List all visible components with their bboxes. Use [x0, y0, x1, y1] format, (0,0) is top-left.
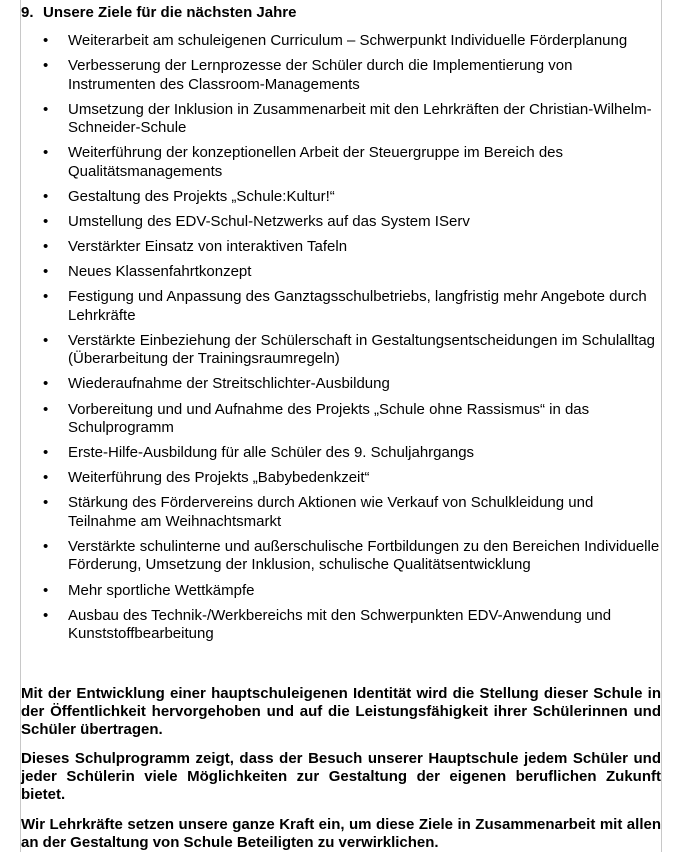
section-number: 9.	[21, 4, 34, 21]
list-item	[21, 57, 661, 94]
list-item-text: Stärkung des Fördervereins durch Aktionen wie Verkauf von Schulkleidung und Teilnahme am Weihnachtsmarkt	[68, 494, 594, 530]
list-item	[21, 582, 661, 601]
closing-paragraph-identity: Mit der Entwicklung einer hauptschuleigenen Identität wird die Stellung dieser Schule in der Öffentlichkeit hervorgehoben und auf die Leistungsfähigkeit ihrer Schülerinnen und Schüler übertragen.	[21, 685, 661, 738]
bullet-icon: •	[43, 238, 49, 256]
list-item-text: Weiterführung des Projekts „Babybedenkzeit“	[68, 469, 370, 487]
list-item-text: Festigung und Anpassung des Ganztagsschulbetriebs, langfristig mehr Angebote durch Lehrkräfte	[68, 288, 647, 324]
list-item-text: Umstellung des EDV-Schul-Netzwerks auf das System IServ	[68, 212, 470, 230]
bullet-icon: •	[43, 187, 49, 205]
closing-paragraph-teachers: Wir Lehrkräfte setzen unsere ganze Kraft ein, um diese Ziele in Zusammenarbeit mit allen an der Gestaltung von Schule Beteiligten zu verwirklichen.	[21, 816, 661, 851]
list-item	[21, 144, 661, 181]
bullet-icon: •	[43, 400, 49, 418]
bullet-icon: •	[43, 375, 49, 393]
section-heading	[21, 4, 296, 22]
bullet-icon: •	[43, 606, 49, 624]
list-item	[21, 32, 661, 51]
list-item	[21, 101, 661, 138]
bullet-icon: •	[43, 32, 49, 49]
bullet-icon: •	[43, 469, 49, 487]
list-item	[21, 538, 661, 575]
list-item-text: Gestaltung des Projekts „Schule:Kultur!“	[68, 187, 335, 205]
bullet-icon: •	[43, 288, 49, 306]
list-item-text: Neues Klassenfahrtkonzept	[68, 263, 252, 281]
list-item-text: Ausbau des Technik-/Werkbereichs mit den Schwerpunkten EDV-Anwendung und Kunststoffbearbeitung	[68, 606, 612, 643]
bullet-icon: •	[43, 444, 49, 462]
list-item-text: Verbesserung der Lernprozesse der Schüler durch die Implementierung von Instrumenten des Classroom-Managements	[68, 57, 573, 93]
list-item	[21, 288, 661, 325]
list-item-text: Mehr sportliche Wettkämpfe	[68, 581, 255, 599]
list-item	[21, 263, 661, 282]
list-item-text: Vorbereitung und und Aufnahme des Projekts „Schule ohne Rassismus“ in das Schulprogramm	[68, 400, 590, 437]
bullet-icon: •	[43, 263, 49, 281]
list-item	[21, 444, 661, 463]
list-item-text: Verstärkter Einsatz von interaktiven Tafeln	[68, 238, 348, 256]
list-item	[21, 494, 661, 531]
list-item	[21, 238, 661, 257]
bullet-icon: •	[43, 57, 49, 75]
bullet-icon: •	[43, 100, 49, 118]
list-item	[21, 332, 661, 369]
goals-list	[21, 32, 661, 650]
closing-paragraph-program: Dieses Schulprogramm zeigt, dass der Besuch unserer Hauptschule jedem Schüler und jeder Schülerin viele Möglichkeiten zur Gestaltung der eigenen beruflichen Zukunft bietet.	[21, 750, 661, 803]
bullet-icon: •	[43, 212, 49, 230]
bullet-icon: •	[43, 537, 49, 555]
list-item-text: Verstärkte Einbeziehung der Schülerschaft in Gestaltungsentscheidungen im Schulalltag (Überarbeitung der Trainingsraumregeln)	[68, 331, 656, 368]
bullet-icon: •	[43, 494, 49, 512]
list-item-text: Erste-Hilfe-Ausbildung für alle Schüler des 9. Schuljahrgangs	[68, 444, 475, 462]
list-item-text: Weiterführung der konzeptionellen Arbeit der Steuergruppe im Bereich des Qualitätsmanagements	[68, 144, 564, 180]
list-item	[21, 469, 661, 488]
list-item-text: Wiederaufnahme der Streitschlichter-Ausbildung	[68, 375, 390, 393]
bullet-icon: •	[43, 581, 49, 599]
document-page	[20, 0, 662, 852]
list-item	[21, 213, 661, 232]
list-item	[21, 607, 661, 644]
bullet-icon: •	[43, 144, 49, 162]
list-item-text: Umsetzung der Inklusion in Zusammenarbeit mit den Lehrkräften der Christian-Wilhelm-Schneider-Schule	[68, 100, 652, 137]
list-item	[21, 188, 661, 207]
list-item-text: Verstärkte schulinterne und außerschulische Fortbildungen zu den Bereichen Individuelle Förderung, Umsetzung der Inklusion, schulische Qualitätsentwicklung	[68, 537, 660, 574]
list-item	[21, 401, 661, 438]
list-item	[21, 375, 661, 394]
list-item-text: Weiterarbeit am schuleigenen Curriculum – Schwerpunkt Individuelle Förderplanung	[68, 32, 628, 49]
section-title: Unsere Ziele für die nächsten Jahre	[43, 4, 297, 21]
bullet-icon: •	[43, 331, 49, 349]
